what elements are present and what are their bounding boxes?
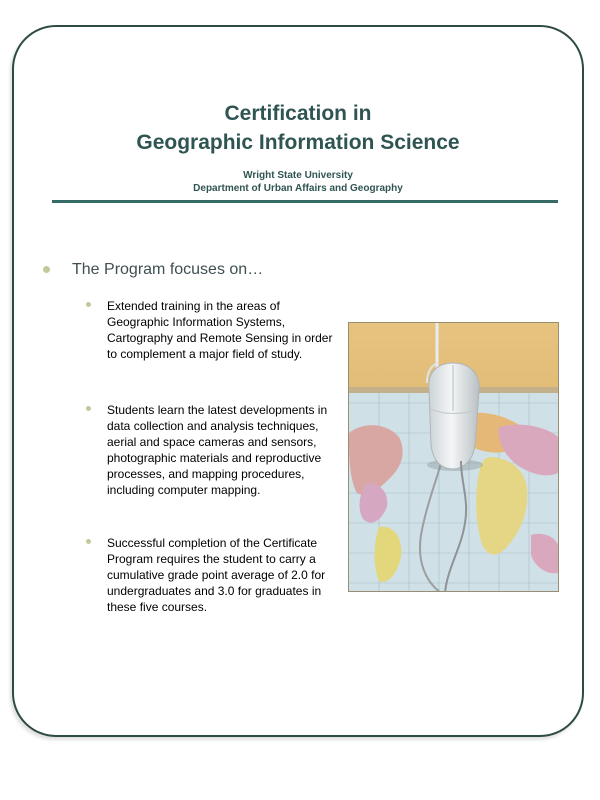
department-name: Department of Urban Affairs and Geography bbox=[193, 183, 403, 194]
slide-subtitle bbox=[14, 169, 582, 195]
map-mouse-illustration bbox=[349, 323, 558, 591]
bullet-item-completion: Successful completion of the Certificate Program requires the student to carry a cumulative grade point average of 2.0 for undergraduates and 3.0 for graduates in these five courses. bbox=[107, 536, 326, 614]
main-bullet-text: The Program focuses on… bbox=[72, 261, 264, 278]
main-bullet-icon bbox=[43, 266, 50, 273]
title-line-2: Geographic Information Science bbox=[136, 131, 460, 154]
title-line-1: Certification in bbox=[224, 102, 372, 125]
bullet-icon bbox=[86, 302, 91, 307]
slide-card bbox=[12, 25, 584, 737]
slide-title bbox=[14, 99, 582, 157]
university-name: Wright State University bbox=[243, 170, 353, 181]
bullet-item-developments: Students learn the latest developments in data collection and analysis techniques, aerial and space cameras and sensors, photographic materials and reproductive processes, and mapping procedures, including computer mapping. bbox=[107, 403, 328, 497]
bullet-icon bbox=[86, 406, 91, 411]
title-divider bbox=[52, 200, 558, 203]
bullet-icon bbox=[86, 539, 91, 544]
bullet-item-training: Extended training in the areas of Geographic Information Systems, Cartography and Remote Sensing in order to complement a major field of study. bbox=[107, 299, 333, 361]
computer-mouse-on-map-photo bbox=[348, 322, 559, 592]
